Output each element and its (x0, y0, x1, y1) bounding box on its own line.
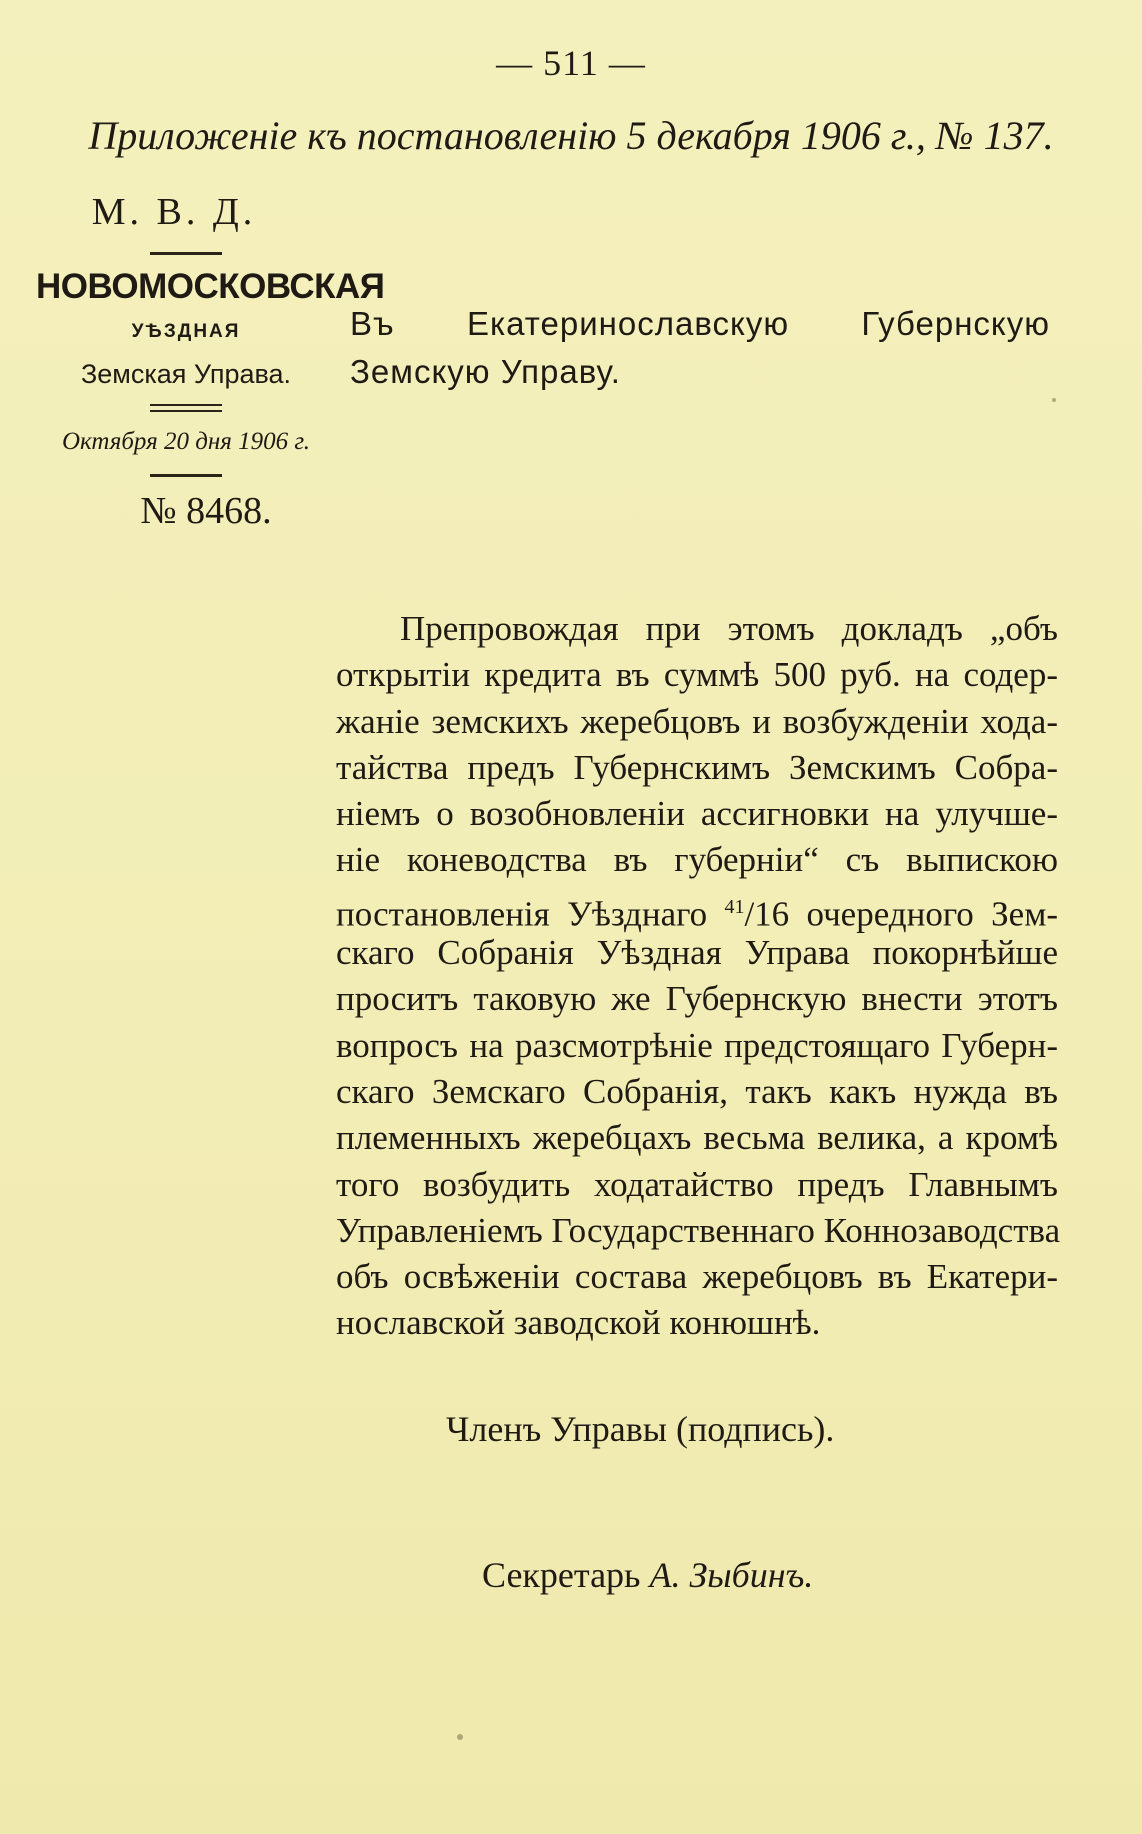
divider (150, 474, 222, 477)
double-divider (150, 402, 222, 414)
secretary-label: Секретарь (482, 1555, 641, 1595)
body-line: нославской заводской конюшнѣ. (336, 1303, 821, 1343)
body-line: жаніе земскихъ жеребцовъ и возбужденіи хода- (336, 701, 1058, 741)
district-name: НОВОМОСКОВСКАЯ (36, 267, 385, 306)
uezdnaya-label: УѢЗДНАЯ (131, 321, 241, 342)
issue-date: Октября 20 дня 1906 г. (61, 428, 311, 455)
body-line: Управленіемъ Государственнаго Коннозаводства (336, 1210, 1061, 1250)
body-line: тайства предъ Губернскимъ Земскимъ Собра- (336, 747, 1058, 787)
paper-spot (457, 1734, 463, 1740)
body-line: вопросъ на разсмотрѣніе предстоящаго Губерн- (336, 1025, 1058, 1065)
body-line: объ освѣженіи состава жеребцовъ въ Екатери- (336, 1257, 1058, 1297)
addressee-word: Въ (350, 305, 395, 342)
addressee-word: Екатеринославскую (466, 305, 790, 342)
zemskaya-uprava-label: Земская Управа. (80, 359, 292, 389)
body-line: скаго Собранія Уѣздная Управа покорнѣйше (336, 933, 1058, 973)
body-line: Препровождая при этомъ докладъ „объ (400, 609, 1058, 648)
addressee-line-2: Земскую Управу. (350, 352, 621, 390)
outgoing-number: № 8468. (140, 490, 272, 532)
body-line: проситъ таковую же Губернскую внести этотъ (336, 979, 1058, 1019)
addressee-line-1 (350, 300, 1050, 348)
ministry-label: М. В. Д. (91, 191, 257, 233)
body-line (336, 884, 1059, 934)
body-line: того возбудить ходатайство предъ Главнымъ (336, 1164, 1058, 1204)
paper-spot (1052, 398, 1056, 402)
addressee-word: Губернскую (861, 305, 1050, 342)
addressee (350, 300, 1050, 396)
body-line: открытіи кредита въ суммѣ 500 руб. на содер- (336, 655, 1058, 695)
body-fragment: /16 очередного Зем- (744, 894, 1059, 934)
appendix-title: Приложеніе къ постановленію 5 декабря 1906 г., № 137. (88, 113, 1054, 158)
member-signature: Членъ Управы (подпись). (446, 1409, 835, 1449)
body-fragment: постановленія Уѣзднаго (336, 894, 708, 934)
body-line: ніемъ о возобновленіи ассигновки на улучше- (336, 794, 1058, 834)
secretary-name: А. Зыбинъ. (649, 1555, 814, 1595)
body-line: скаго Земскаго Собранія, такъ какъ нужда въ (336, 1071, 1058, 1111)
secretary-signature (482, 1554, 813, 1596)
page-number: — 511 — (496, 43, 646, 83)
body-line: ніе коневодства въ губерніи“ съ выпискою (336, 840, 1058, 880)
session-number-superscript: 41 (724, 895, 745, 918)
divider (150, 252, 222, 255)
letter-body (336, 606, 1061, 1347)
body-line: племенныхъ жеребцахъ весьма велика, а кромѣ (336, 1118, 1058, 1158)
